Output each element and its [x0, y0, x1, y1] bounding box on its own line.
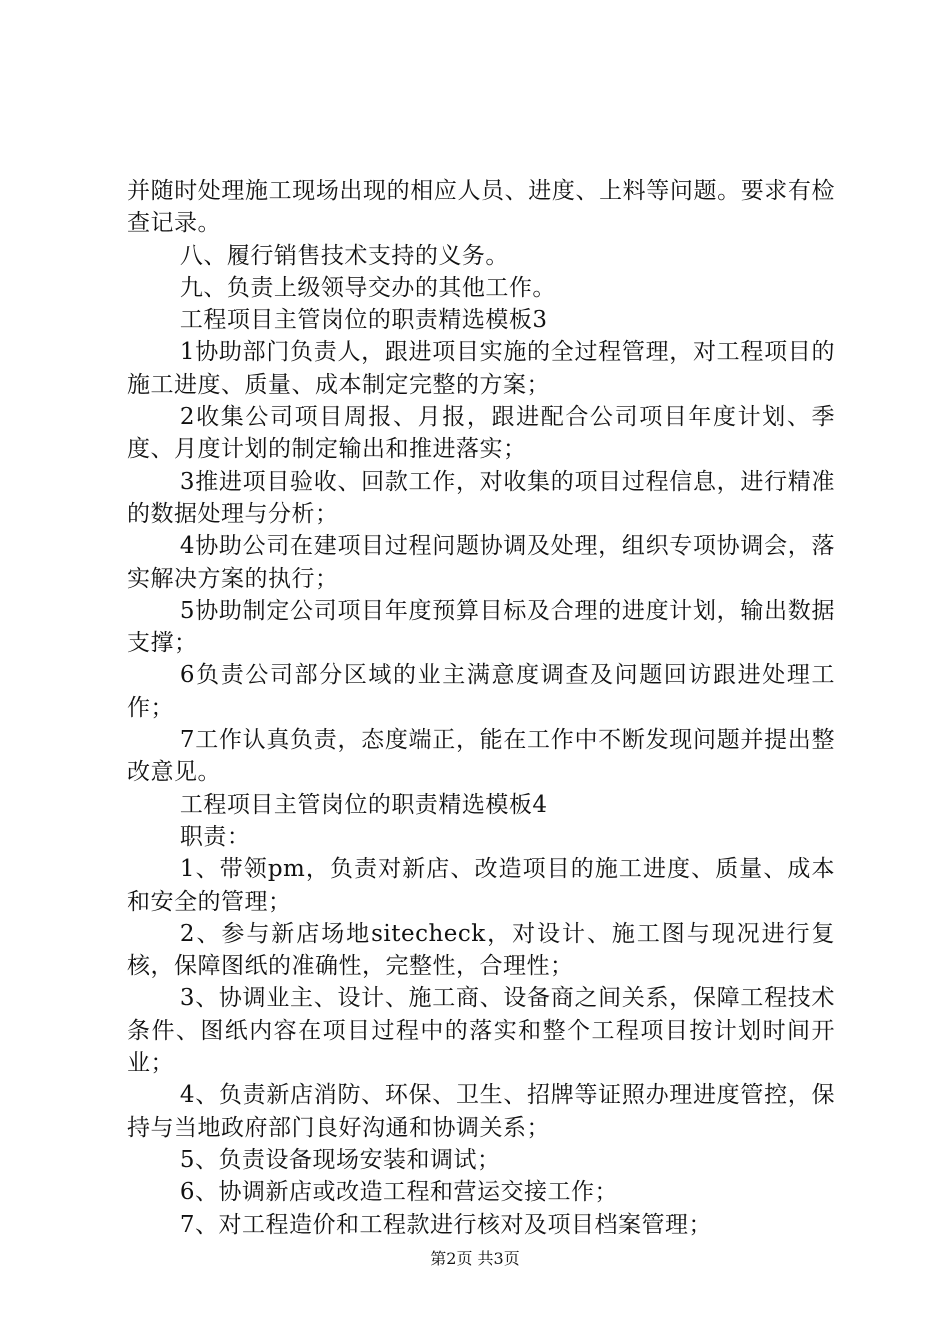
paragraph: 1协助部门负责人，跟进项目实施的全过程管理，对工程项目的施工进度、质量、成本制定完整的方案； [127, 339, 835, 398]
paragraph: 3推进项目验收、回款工作，对收集的项目过程信息，进行精准的数据处理与分析； [127, 468, 835, 527]
paragraph: 4、负责新店消防、环保、卫生、招牌等证照办理进度管控，保持与当地政府部门良好沟通和协调关系； [127, 1082, 835, 1141]
paragraph: 工程项目主管岗位的职责精选模板3 [179, 307, 548, 334]
paragraph: 6负责公司部分区域的业主满意度调查及问题回访跟进处理工作； [127, 662, 835, 721]
paragraph: 6、协调新店或改造工程和营运交接工作； [179, 1179, 619, 1206]
paragraph: 1、带领pm，负责对新店、改造项目的施工进度、质量、成本和安全的管理； [127, 856, 835, 915]
paragraph: 并随时处理施工现场出现的相应人员、进度、上料等问题。要求有检查记录。 [127, 178, 835, 237]
paragraph: 八、履行销售技术支持的义务。 [179, 242, 509, 269]
paragraph: 工程项目主管岗位的职责精选模板4 [179, 791, 548, 818]
paragraph: 2、参与新店场地sitecheck，对设计、施工图与现况进行复核，保障图纸的准确性，完整性，合理性； [127, 920, 835, 980]
paragraph: 2收集公司项目周报、月报，跟进配合公司项目年度计划、季度、月度计划的制定输出和推进落实； [127, 404, 835, 463]
paragraph: 5、负责设备现场安装和调试； [179, 1146, 501, 1173]
paragraph: 7工作认真负责，态度端正，能在工作中不断发现问题并提出整改意见。 [127, 727, 835, 786]
paragraph: 5协助制定公司项目年度预算目标及合理的进度计划，输出数据支撑； [127, 597, 835, 657]
paragraph: 7、对工程造价和工程款进行核对及项目档案管理； [179, 1211, 713, 1238]
document-body [127, 175, 835, 1241]
page-footer: 第2页 共3页 [430, 1249, 520, 1268]
paragraph: 4协助公司在建项目过程问题协调及处理，组织专项协调会，落实解决方案的执行； [127, 533, 835, 592]
paragraph: 职责： [179, 823, 251, 850]
paragraph: 九、负责上级领导交办的其他工作。 [179, 274, 556, 301]
paragraph: 3、协调业主、设计、施工商、设备商之间关系，保障工程技术条件、图纸内容在项目过程中的落实和整个工程项目按计划时间开业； [127, 985, 835, 1077]
